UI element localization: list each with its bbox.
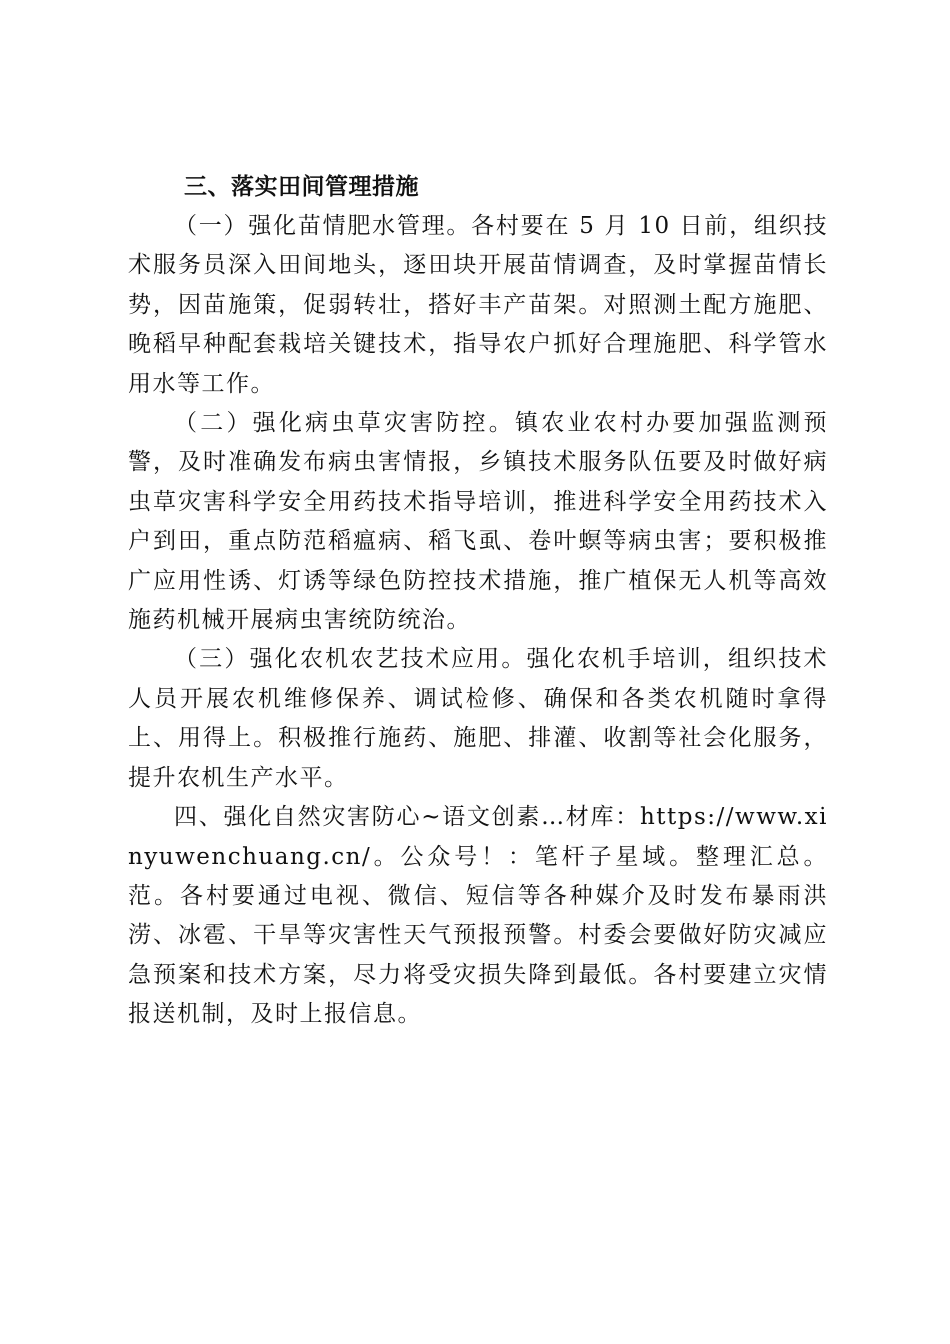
section-heading: 三、落实田间管理措施	[184, 174, 419, 200]
paragraph-pest-control: （二）强化病虫草灾害防控。镇农业农村办要加强监测预警，及时准确发布病虫害情报，乡镇技术服务队伍要及时做好病虫草灾害科学安全用药技术指导培训，推进科学安全用药技术入户到田，重点防范稻瘟病、稻飞虱、卷叶螟等病虫害；要积极推广应用性诱、灯诱等绿色防控技术措施，推广植保无人机等高效施药机械开展病虫害统防统治。	[128, 410, 828, 634]
paragraph-agricultural-machinery: （三）强化农机农艺技术应用。强化农机手培训，组织技术人员开展农机维修保养、调试检修、确保和各类农机随时拿得上、用得上。积极推行施药、施肥、排灌、收割等社会化服务，提升农机生产水平。	[128, 646, 828, 791]
document-body	[128, 168, 828, 1035]
paragraph-disaster-prevention: 四、强化自然灾害防心~语文创素…材库：https://www.xinyuwenchuang.cn/。公众号！：笔杆子星域。整理汇总。范。各村要通过电视、微信、短信等各种媒介及时发布暴雨洪涝、冰雹、干旱等灾害性天气预报预警。村委会要做好防灾减应急预案和技术方案，尽力将受灾损失降到最低。各村要建立灾情报送机制，及时上报信息。	[128, 804, 828, 1028]
paragraph-seedling-management: （一）强化苗情肥水管理。各村要在 5 月 10 日前，组织技术服务员深入田间地头，逐田块开展苗情调查，及时掌握苗情长势，因苗施策，促弱转壮，搭好丰产苗架。对照测土配方施肥、晚稻早种配套栽培关键技术，指导农户抓好合理施肥、科学管水用水等工作。	[128, 213, 828, 397]
